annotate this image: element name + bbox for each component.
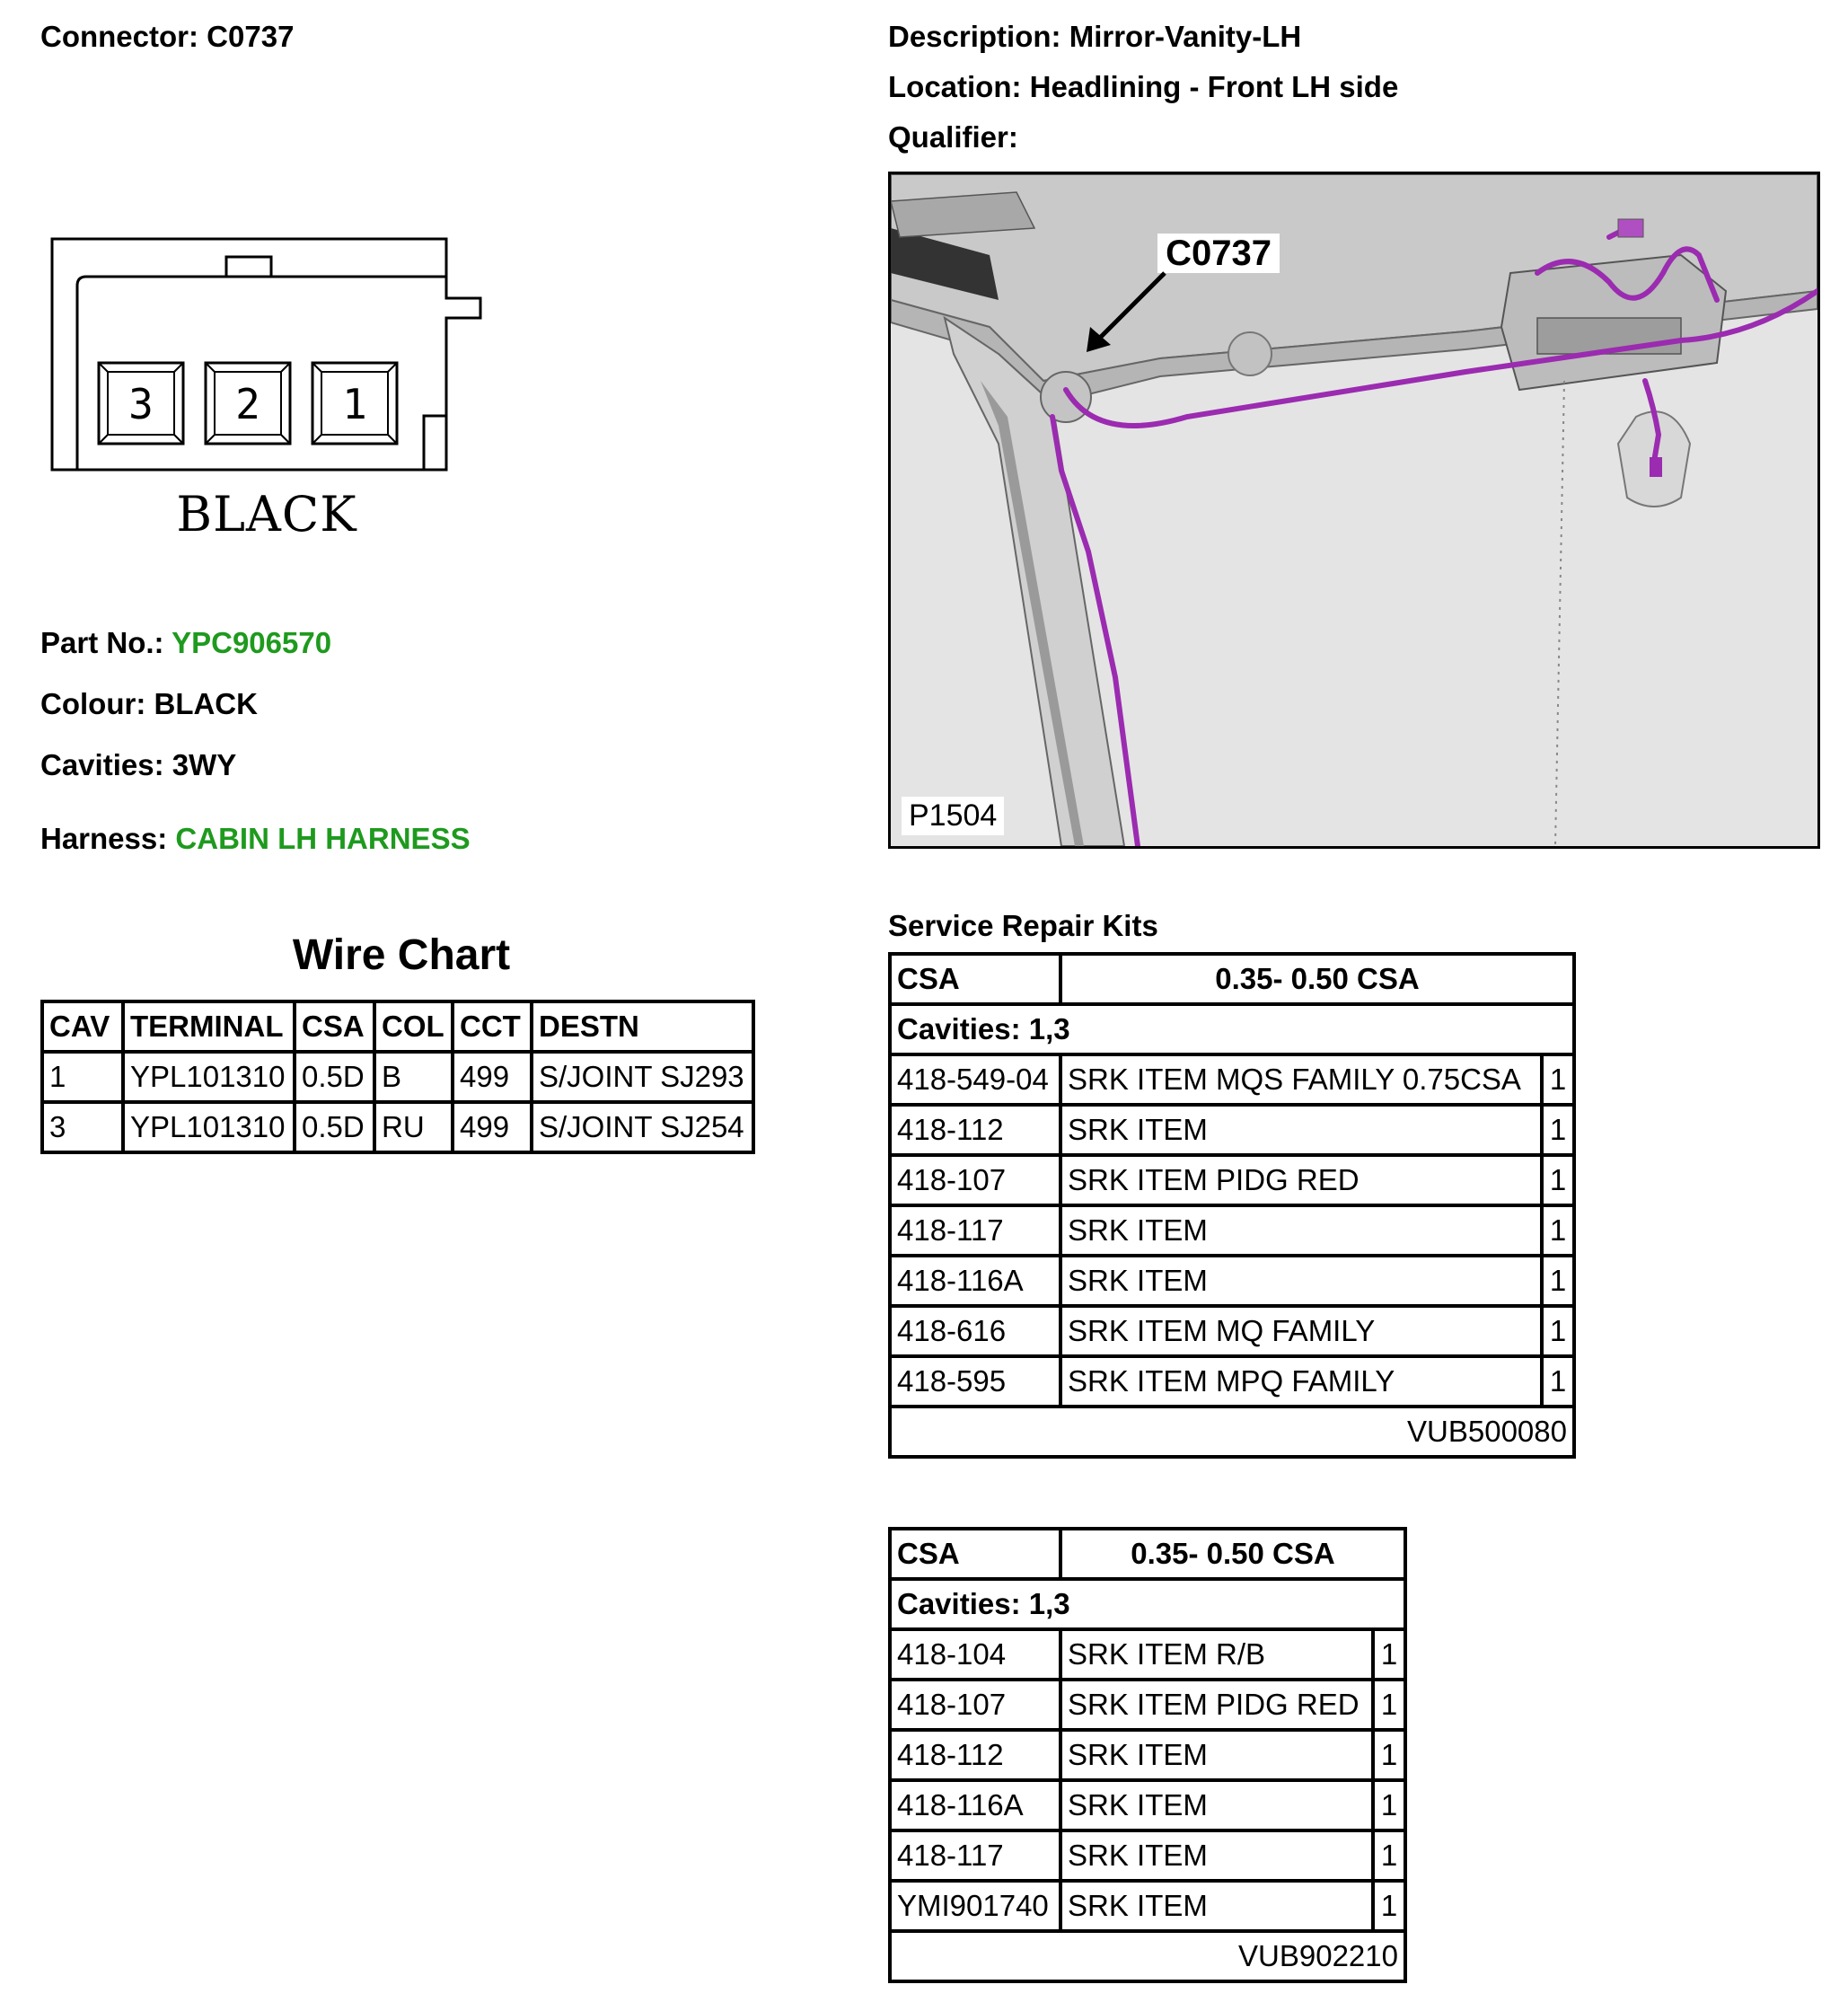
- part-no-label: Part No.:: [40, 626, 164, 659]
- srk-desc: SRK ITEM: [1060, 1205, 1542, 1256]
- colour-value: BLACK: [154, 687, 258, 720]
- cell-terminal: YPL101310: [123, 1102, 295, 1152]
- connector-id: C0737: [207, 20, 295, 53]
- srk-desc: SRK ITEM: [1060, 1780, 1373, 1830]
- srk-header-row: [890, 954, 1574, 1004]
- srk-part: YMI901740: [890, 1881, 1060, 1931]
- srk-part: 418-117: [890, 1205, 1060, 1256]
- srk-desc: SRK ITEM: [1060, 1881, 1373, 1931]
- colour-line: [40, 687, 258, 721]
- cell-destn: S/JOINT SJ293: [532, 1052, 753, 1102]
- srk-part: 418-112: [890, 1730, 1060, 1780]
- cell-destn: S/JOINT SJ254: [532, 1102, 753, 1152]
- cavity-2: [206, 363, 290, 444]
- srk-desc: SRK ITEM: [1060, 1830, 1373, 1881]
- table-row: [890, 1780, 1405, 1830]
- cavity-3: [99, 363, 183, 444]
- table-row: [890, 1629, 1405, 1680]
- description-line: [888, 20, 1301, 54]
- harness-label: Harness:: [40, 822, 168, 855]
- wire-chart-table: [40, 1000, 755, 1154]
- srk-part: 418-595: [890, 1356, 1060, 1407]
- srk-desc: SRK ITEM MQS FAMILY 0.75CSA: [1060, 1054, 1542, 1105]
- srk-kit-number: VUB500080: [890, 1407, 1574, 1457]
- srk-part: 418-116A: [890, 1256, 1060, 1306]
- srk-qty: 1: [1542, 1155, 1574, 1205]
- col-header-terminal: TERMINAL: [123, 1001, 295, 1052]
- srk-qty: 1: [1373, 1830, 1405, 1881]
- srk-part: 418-107: [890, 1680, 1060, 1730]
- col-header-col: COL: [374, 1001, 453, 1052]
- srk-desc: SRK ITEM R/B: [1060, 1629, 1373, 1680]
- cell-csa: 0.5D: [295, 1052, 374, 1102]
- table-row: [890, 1155, 1574, 1205]
- cell-col: B: [374, 1052, 453, 1102]
- cavity-1: [312, 363, 397, 444]
- cavities-value: 3WY: [172, 748, 237, 781]
- srk-header-row: [890, 1529, 1405, 1579]
- part-no-line: [40, 626, 331, 660]
- location-photo: [888, 172, 1820, 849]
- srk-desc: SRK ITEM MQ FAMILY: [1060, 1306, 1542, 1356]
- srk-part: 418-112: [890, 1105, 1060, 1155]
- srk-desc: SRK ITEM: [1060, 1730, 1373, 1780]
- srk-qty: 1: [1542, 1306, 1574, 1356]
- cell-csa: 0.5D: [295, 1102, 374, 1152]
- srk-part: 418-104: [890, 1629, 1060, 1680]
- connector-heading: [40, 20, 294, 54]
- srk-part: 418-549-04: [890, 1054, 1060, 1105]
- table-row: [890, 1881, 1405, 1931]
- table-row: [890, 1306, 1574, 1356]
- srk-csa-label: CSA: [890, 954, 1060, 1004]
- srk-part: 418-117: [890, 1830, 1060, 1881]
- srk-qty: 1: [1373, 1680, 1405, 1730]
- cavity-2-number: 2: [235, 380, 260, 428]
- cell-cav: 3: [42, 1102, 123, 1152]
- table-row: [890, 1205, 1574, 1256]
- location-line: [888, 70, 1398, 104]
- srk-footer-row: [890, 1407, 1574, 1457]
- srk-footer-row: [890, 1931, 1405, 1981]
- vehicle-headlining-illustration: [891, 174, 1817, 846]
- srk-csa-value: 0.35- 0.50 CSA: [1060, 1529, 1405, 1579]
- srk-qty: 1: [1542, 1054, 1574, 1105]
- location-value: Headlining - Front LH side: [1029, 70, 1399, 103]
- srk-part: 418-116A: [890, 1780, 1060, 1830]
- qualifier-line: [888, 120, 1018, 154]
- cavities-line: [40, 748, 236, 782]
- table-row: [890, 1054, 1574, 1105]
- srk-qty: 1: [1542, 1256, 1574, 1306]
- table-row: [890, 1256, 1574, 1306]
- table-row: [42, 1102, 753, 1152]
- harness-line: [40, 822, 471, 856]
- cell-col: RU: [374, 1102, 453, 1152]
- srk-qty: 1: [1542, 1205, 1574, 1256]
- srk-desc: SRK ITEM: [1060, 1105, 1542, 1155]
- srk-qty: 1: [1373, 1629, 1405, 1680]
- connector-colour-caption: BLACK: [176, 486, 357, 542]
- col-header-csa: CSA: [295, 1001, 374, 1052]
- service-repair-title: Service Repair Kits: [888, 909, 1158, 942]
- table-row: [890, 1830, 1405, 1881]
- srk-desc: SRK ITEM PIDG RED: [1060, 1680, 1373, 1730]
- qualifier-label: Qualifier:: [888, 120, 1018, 154]
- srk-table-1: [888, 952, 1576, 1459]
- location-label: Location:: [888, 70, 1022, 103]
- srk-kit-number: VUB902210: [890, 1931, 1405, 1981]
- harness-link[interactable]: CABIN LH HARNESS: [175, 822, 471, 855]
- description-value: Mirror-Vanity-LH: [1069, 20, 1302, 53]
- connector-face-diagram: [47, 232, 487, 546]
- part-no-link[interactable]: YPC906570: [172, 626, 332, 659]
- srk-part: 418-616: [890, 1306, 1060, 1356]
- srk-cavities-row: [890, 1579, 1405, 1629]
- table-row: [890, 1105, 1574, 1155]
- cavity-3-number: 3: [128, 380, 154, 428]
- cell-cct: 499: [453, 1102, 532, 1152]
- wire-chart-title: Wire Chart: [292, 931, 511, 979]
- srk-part: 418-107: [890, 1155, 1060, 1205]
- srk-cavities: Cavities: 1,3: [890, 1004, 1574, 1054]
- srk-qty: 1: [1373, 1881, 1405, 1931]
- description-label: Description:: [888, 20, 1061, 53]
- table-row: [890, 1356, 1574, 1407]
- cavity-1-number: 1: [342, 380, 367, 428]
- srk-csa-label: CSA: [890, 1529, 1060, 1579]
- table-row: [42, 1052, 753, 1102]
- wire-chart-header-row: [42, 1001, 753, 1052]
- srk-cavities: Cavities: 1,3: [890, 1579, 1405, 1629]
- srk-desc: SRK ITEM: [1060, 1256, 1542, 1306]
- table-row: [890, 1680, 1405, 1730]
- connector-label: Connector:: [40, 20, 198, 53]
- srk-qty: 1: [1373, 1780, 1405, 1830]
- cell-terminal: YPL101310: [123, 1052, 295, 1102]
- srk-qty: 1: [1542, 1356, 1574, 1407]
- col-header-destn: DESTN: [532, 1001, 753, 1052]
- cell-cct: 499: [453, 1052, 532, 1102]
- cell-cav: 1: [42, 1052, 123, 1102]
- srk-table-2: [888, 1527, 1407, 1983]
- callout-label: C0737: [1166, 234, 1272, 273]
- col-header-cct: CCT: [453, 1001, 532, 1052]
- colour-label: Colour:: [40, 687, 146, 720]
- srk-desc: SRK ITEM MPQ FAMILY: [1060, 1356, 1542, 1407]
- srk-csa-value: 0.35- 0.50 CSA: [1060, 954, 1574, 1004]
- cavities-label: Cavities:: [40, 748, 164, 781]
- table-row: [890, 1730, 1405, 1780]
- srk-cavities-row: [890, 1004, 1574, 1054]
- srk-qty: 1: [1373, 1730, 1405, 1780]
- srk-desc: SRK ITEM PIDG RED: [1060, 1155, 1542, 1205]
- photo-reference-tag: P1504: [902, 797, 1004, 835]
- col-header-cav: CAV: [42, 1001, 123, 1052]
- srk-qty: 1: [1542, 1105, 1574, 1155]
